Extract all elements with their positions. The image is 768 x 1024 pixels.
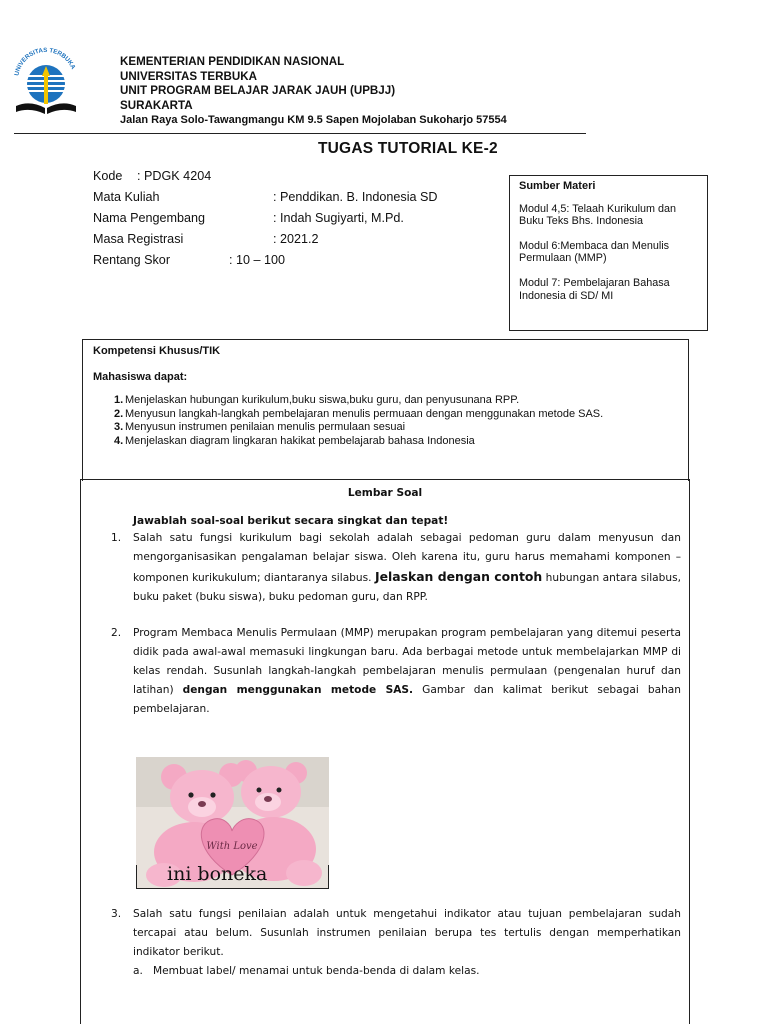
- pengembang-label: Nama Pengembang: [93, 211, 206, 225]
- question-emphasis: Jelaskan dengan contoh: [374, 569, 543, 584]
- question-text: Salah satu fungsi kurikulum bagi sekolah adalah sebagai pedoman guru dalam menyusun dan mengorganisasikan pengalaman belajar siswa. Oleh karena itu, guru harus memahami komponen –komponen kurikukulum; diantaranya silabus.: [133, 532, 681, 584]
- university-logo: [12, 46, 80, 120]
- header-address: Jalan Raya Solo-Tawangmangu KM 9.5 Sapen Mojolaban Sukoharjo 57554: [120, 114, 507, 127]
- question-text: Program Membaca Menulis Permulaan (MMP) merupakan program pembelajaran yang ditemui peserta didik pada awal-awal memasuki lingkungan baru. Ada berbagai metode untuk membelajarkan MMP di kelas rendah. Susunlah langkah-langkah pembelajaran menulis permulaan (pengenalan huruf dan latihan): [133, 627, 681, 696]
- kode-value: : PDGK 4204: [137, 169, 212, 183]
- item-text: Menyusun instrumen penilaian menulis permulaan sesuai: [125, 421, 406, 433]
- sumber-item: Modul 4,5: Telaah Kurikulum dan Buku Teks Bhs. Indonesia: [519, 202, 677, 228]
- item-number: 3.: [114, 421, 124, 433]
- pengembang-value: : Indah Sugiyarti, M.Pd.: [273, 211, 404, 225]
- item-number: 2.: [114, 407, 124, 420]
- kompetensi-item: [93, 435, 678, 449]
- question-1: [91, 529, 681, 607]
- rentang-skor-label: Rentang Skor: [93, 253, 171, 267]
- sumber-item: Modul 6:Membaca dan Menulis Permulaan (MMP): [519, 239, 670, 265]
- kode-label: Kode: [93, 169, 123, 183]
- mata-kuliah-value: : Penddikan. B. Indonesia SD: [273, 190, 438, 204]
- svg-text:UNIVERSITAS TERBUKA: UNIVERSITAS TERBUKA: [13, 46, 77, 77]
- item-text: Menjelaskan hubungan kurikulum,buku siswa,buku guru, dan penyusunana RPP.: [125, 394, 520, 406]
- question-number: 3.: [111, 908, 122, 920]
- subitem-text: Membuat label/ menamai untuk benda-benda di dalam kelas.: [153, 965, 480, 977]
- item-text: Menjelaskan diagram lingkaran hakikat pembelajarab bahasa Indonesia: [125, 434, 475, 447]
- kompetensi-subtitle: Mahasiswa dapat:: [93, 371, 188, 383]
- header-line-unit: UNIT PROGRAM BELAJAR JARAK JAUH (UPBJJ): [120, 84, 396, 98]
- header-line-city: SURAKARTA: [120, 98, 193, 112]
- masa-registrasi-label: Masa Registrasi: [93, 232, 184, 246]
- lembar-soal-title: Lembar Soal: [347, 487, 423, 499]
- question-3: [91, 905, 681, 981]
- kompetensi-item: [93, 394, 678, 408]
- sumber-materi-box: [509, 175, 708, 331]
- kompetensi-box: [82, 339, 689, 481]
- question-text: hubungan antara silabus, buku paket (buku siswa), buku pedoman guru, dan RPP.: [133, 572, 681, 603]
- image-caption: ini boneka: [136, 865, 329, 889]
- question-emphasis: dengan menggunakan metode SAS.: [182, 684, 414, 696]
- item-number: 4.: [114, 434, 124, 447]
- question-2: [91, 624, 681, 719]
- sumber-item: Modul 7: Pembelajaran Bahasa Indonesia di SD/ MI: [519, 276, 670, 302]
- page-title: TUGAS TUTORIAL KE-2: [318, 140, 498, 157]
- heart-text: With Love: [206, 841, 258, 852]
- kompetensi-item: [93, 408, 678, 422]
- kompetensi-title: Kompetensi Khusus/TIK: [93, 345, 221, 357]
- sumber-materi-title: Sumber Materi: [519, 180, 596, 192]
- item-text: Menyusun langkah-langkah pembelajaran menulis permuaan dengan menggunakan metode SAS.: [125, 407, 604, 420]
- institution-header: [120, 55, 507, 128]
- kompetensi-item: [93, 421, 678, 435]
- question-text: Gambar dan kalimat berikut sebagai bahan pembelajaran.: [133, 684, 681, 715]
- instruction: Jawablah soal-soal berikut secara singkat dan tepat!: [133, 515, 449, 527]
- kompetensi-list: [93, 394, 678, 448]
- mata-kuliah-label: Mata Kuliah: [93, 190, 160, 204]
- header-line-university: UNIVERSITAS TERBUKA: [120, 69, 257, 83]
- question-3-subitem-a: [133, 962, 681, 981]
- lembar-soal-box: [80, 479, 690, 1024]
- header-line-ministry: KEMENTERIAN PENDIDIKAN NASIONAL: [120, 55, 345, 68]
- question-text: Salah satu fungsi penilaian adalah untuk mengetahui indikator atau tujuan pembelajaran sudah tercapai atau belum. Susunlah instrumen penilaian berupa tes tertulis dengan memperhatikan indikator berikut.: [133, 908, 681, 958]
- question-number: 1.: [111, 532, 122, 544]
- masa-registrasi-value: : 2021.2: [273, 232, 319, 246]
- question-number: 2.: [111, 627, 122, 639]
- header-divider: [14, 133, 586, 134]
- rentang-skor-value: : 10 – 100: [229, 253, 286, 267]
- item-number: 1.: [114, 394, 124, 406]
- subitem-letter: a.: [133, 965, 143, 977]
